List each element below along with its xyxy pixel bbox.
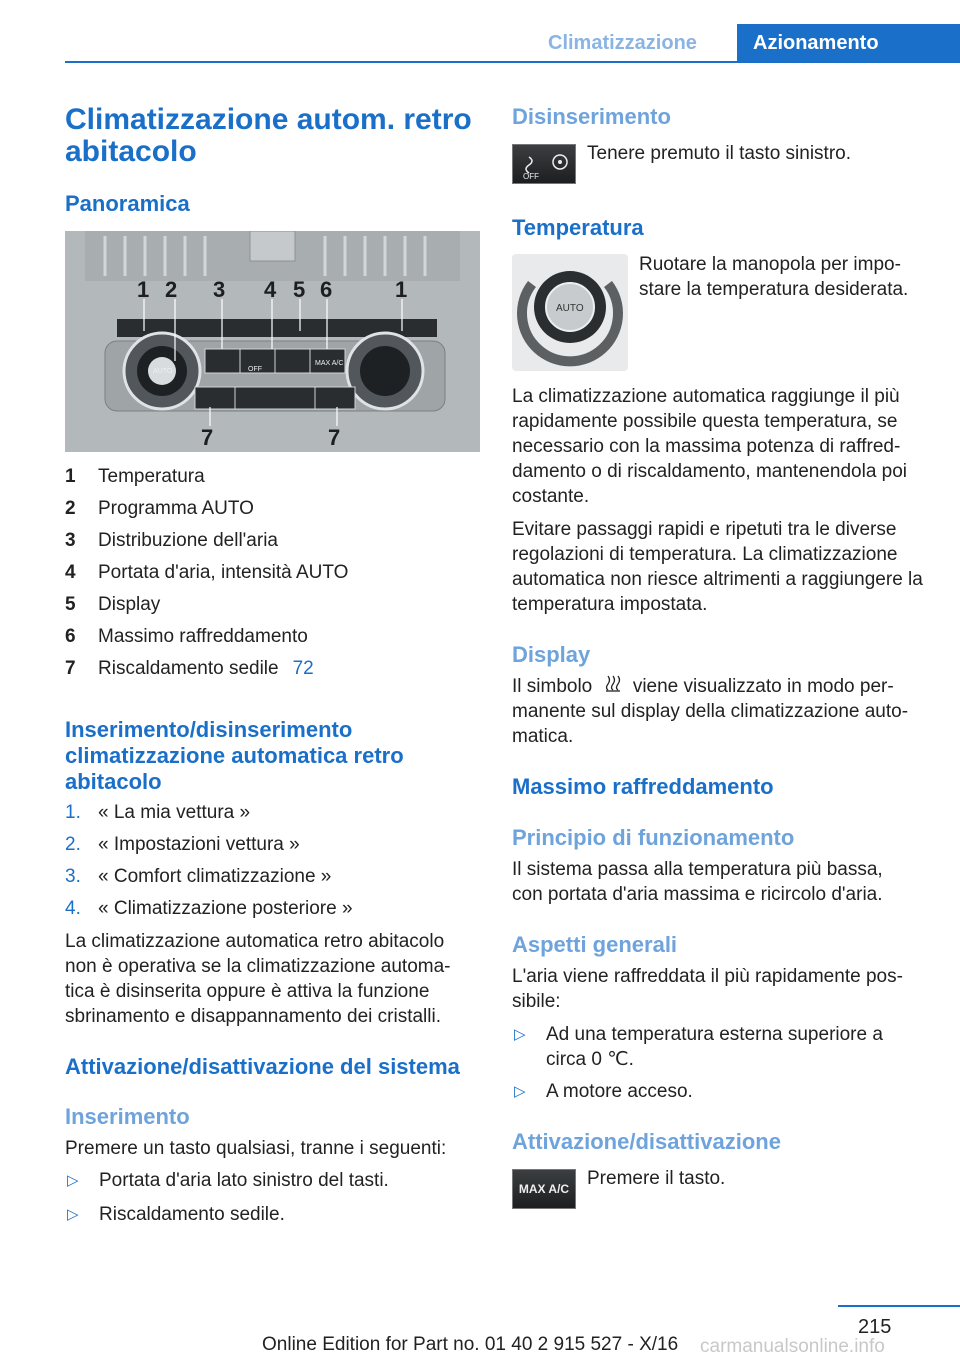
activation-text: Premere il tasto. <box>587 1168 726 1189</box>
triangle-bullet-icon: ▷ <box>67 1206 79 1223</box>
general-heading: Aspetti generali <box>512 932 678 957</box>
page-number: 215 <box>858 1316 892 1338</box>
callout-7: 7 <box>201 425 214 450</box>
temperature-heading: Temperatura <box>512 215 644 240</box>
header-tab: Azionamento <box>737 24 960 62</box>
max-button-label: MAX A/C <box>315 360 344 367</box>
max-cooling-heading: Massimo raffreddamento <box>512 774 774 799</box>
callout-1: 1 <box>137 277 150 302</box>
max-ac-button-image: MAX A/C <box>512 1169 576 1209</box>
triangle-bullet-icon: ▷ <box>67 1172 79 1189</box>
edition-text: Online Edition for Part no. 01 40 2 915 527 - X/16 <box>262 1334 679 1355</box>
off-heading: Disinserimento <box>512 104 671 129</box>
callout-1b: 1 <box>395 277 408 302</box>
on-paragraph: Premere un tasto qualsiasi, tranne i seguenti: <box>65 1138 447 1159</box>
svg-text:OFF: OFF <box>523 172 539 181</box>
panel-illustration <box>65 231 480 452</box>
overview-heading: Panoramica <box>65 191 190 216</box>
temperature-paragraph-2: Evitare passaggi rapidi e ripetuti tra le diverse regolazioni di temperatura. La climatizzazione automatica non riesce altrimenti a raggiungere la temperatura impostata. <box>512 519 923 615</box>
callout-7b: 7 <box>328 425 341 450</box>
off-text: Tenere premuto il tasto sinistro. <box>587 143 852 164</box>
off-button-label: OFF <box>248 366 262 373</box>
off-button-image <box>512 144 576 184</box>
footer-rule <box>838 1305 960 1307</box>
callout-2: 2 <box>165 277 178 302</box>
onoff-heading: Inserimento/disinserimento climatizzazione automatica retro abitacolo <box>65 717 404 794</box>
watermark: carmanualsonline.info <box>700 1336 885 1357</box>
triangle-bullet-icon: ▷ <box>514 1083 526 1100</box>
header-section-label: Climatizzazione <box>548 32 697 54</box>
onoff-paragraph: La climatizzazione automatica retro abitacolo non è operativa se la climatizzazione automa-tica è disinserita oppure è attiva la funzione sbrinamento e disappannamento dei cristalli. <box>65 931 451 1027</box>
triangle-bullet-icon: ▷ <box>514 1026 526 1043</box>
header-rule <box>65 61 960 63</box>
system-heading: Attivazione/disattivazione del sistema <box>65 1054 460 1079</box>
fan-off-icon <box>513 145 575 183</box>
rear-climate-panel-photo <box>65 231 480 452</box>
temperature-knob-image <box>512 254 628 371</box>
knob-auto-label: AUTO <box>556 303 584 314</box>
callout-6: 6 <box>320 277 333 302</box>
display-heading: Display <box>512 642 591 667</box>
callout-4: 4 <box>264 277 277 302</box>
page-title: Climatizzazione autom. retro abitacolo <box>65 103 472 168</box>
principle-heading: Principio di funzionamento <box>512 825 795 850</box>
callout-3: 3 <box>213 277 226 302</box>
heat-wave-icon <box>598 674 628 699</box>
on-heading: Inserimento <box>65 1104 190 1129</box>
page-ref-link[interactable]: 72 <box>292 658 314 679</box>
principle-paragraph: Il sistema passa alla temperatura più bassa, con portata d'aria massima e ricircolo d'aria. <box>512 859 883 905</box>
activation-heading: Attivazione/disattivazione <box>512 1129 781 1154</box>
callout-5: 5 <box>293 277 306 302</box>
general-paragraph: L'aria viene raffreddata il più rapidamente pos-sibile: <box>512 966 903 1012</box>
auto-button-label: AUTO <box>153 368 173 375</box>
temperature-instruction: Ruotare la manopola per impo-stare la temperatura desiderata. <box>639 254 909 300</box>
temperature-paragraph-1: La climatizzazione automatica raggiunge il più rapidamente possibile questa temperatura, se necessario con la massima potenza di raffred-damento o di riscaldamento, mantenendola poi costante. <box>512 386 908 507</box>
display-paragraph: Il simbolo viene visualizzato in modo per- manente sul display della climatizzazione auto-matica. <box>512 676 909 747</box>
